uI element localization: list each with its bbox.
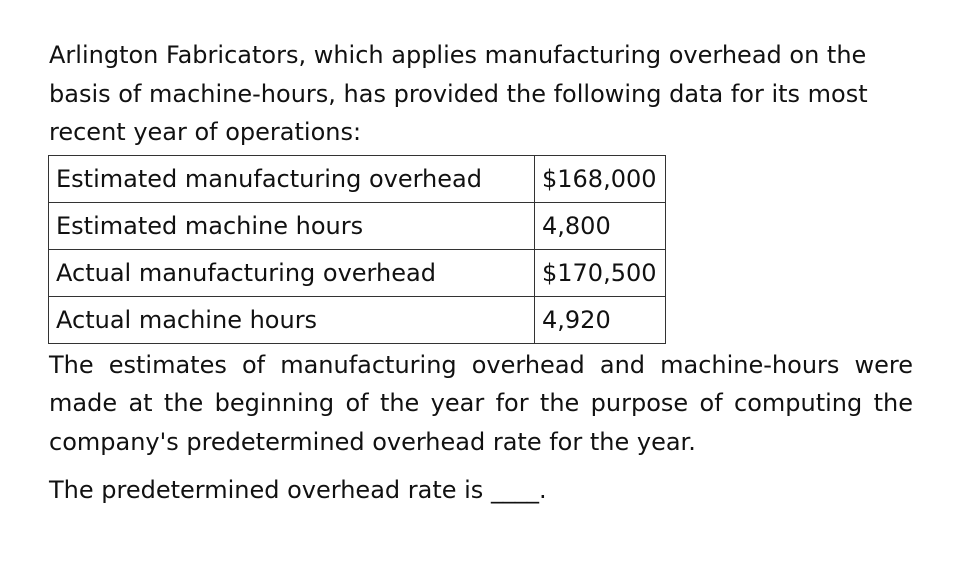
row-label: Estimated machine hours xyxy=(49,202,535,249)
row-label: Actual machine hours xyxy=(49,296,535,343)
row-value: $170,500 xyxy=(535,249,666,296)
row-value: 4,920 xyxy=(535,296,666,343)
row-value: 4,800 xyxy=(535,202,666,249)
intro-paragraph: Arlington Fabricators, which applies manufacturing overhead on the basis of machine-hours, has provided the following data for its most recent year of operations: xyxy=(49,41,868,146)
table-row xyxy=(49,296,666,343)
problem-document xyxy=(49,36,913,510)
question-text: The predetermined overhead rate is ____. xyxy=(49,476,547,504)
table-row xyxy=(49,249,666,296)
row-label: Estimated manufacturing overhead xyxy=(49,155,535,202)
row-value: $168,000 xyxy=(535,155,666,202)
table-row xyxy=(49,202,666,249)
row-label: Actual manufacturing overhead xyxy=(49,249,535,296)
table-row xyxy=(49,155,666,202)
data-table xyxy=(48,155,666,344)
explanation-paragraph: The estimates of manufacturing overhead and machine-hours were made at the beginning of the year for the purpose of computing the company's predetermined overhead rate for the year. xyxy=(49,350,913,456)
